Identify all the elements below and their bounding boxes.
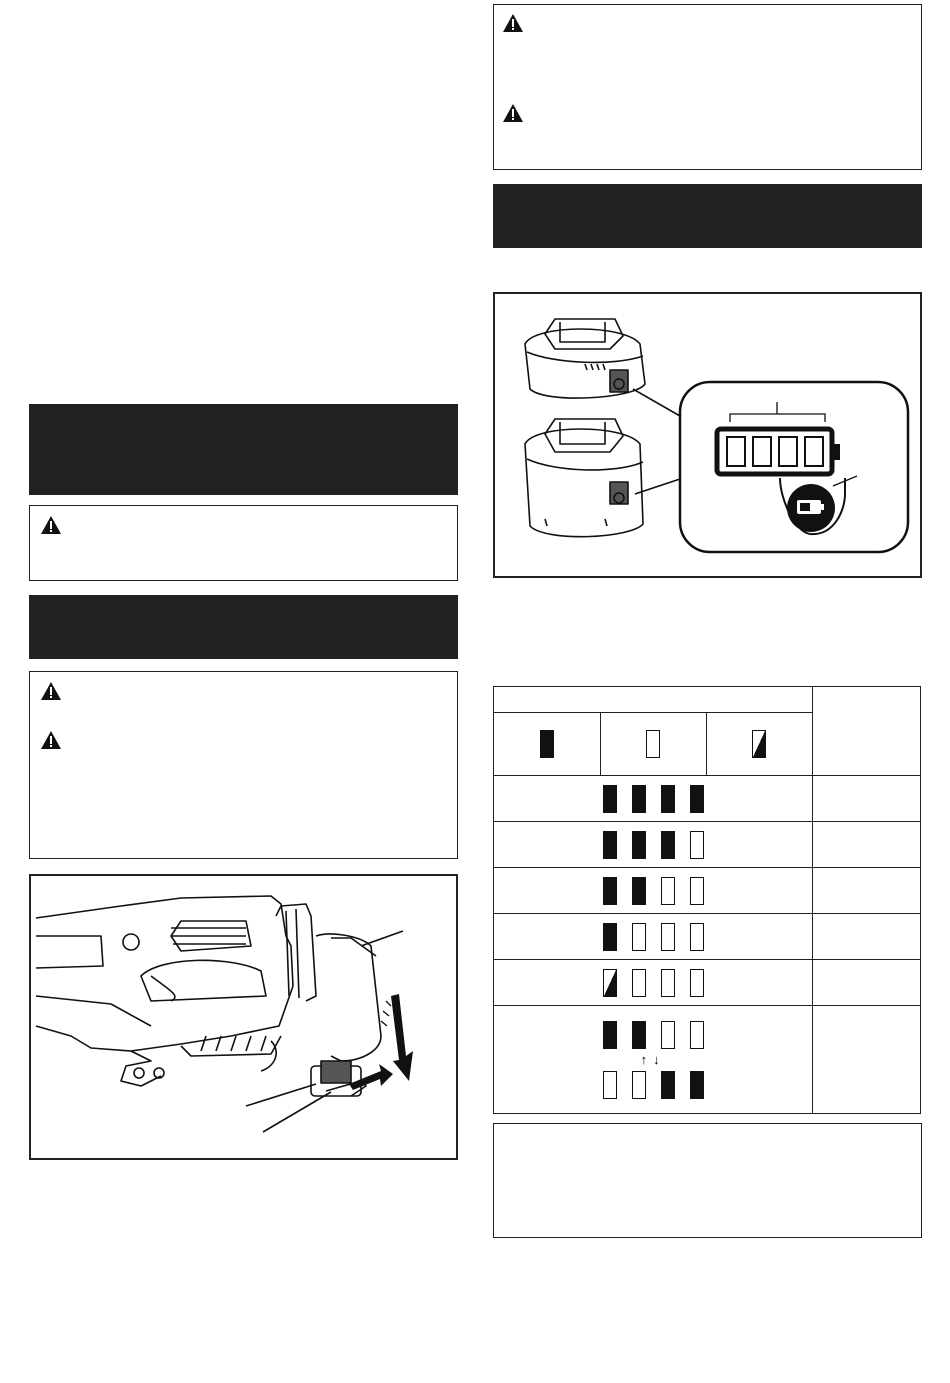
section-header-bar [29,404,458,495]
lamp-icon [632,877,646,905]
lamp-icon [632,1071,646,1099]
lamp-icon [661,1021,675,1049]
note-box [493,1123,922,1238]
lamp-icon [603,969,617,997]
lamp-icon [690,831,704,859]
warning-triangle-icon [502,13,524,33]
table-cell [813,1006,921,1114]
lamp-icon [661,1071,675,1099]
table-cell [813,914,921,960]
table-row [494,776,921,822]
warning-triangle-icon [40,730,62,750]
lamp-icon [661,923,675,951]
legend-lighted [494,713,601,776]
table-cell [813,960,921,1006]
lamp-icon [603,877,617,905]
battery-indicator-illustration [493,292,922,578]
battery-cartridges-drawing [495,294,920,576]
lamp-lighted-icon [540,730,554,758]
lamp-icon [603,831,617,859]
table-cell [813,776,921,822]
lamp-icon [632,923,646,951]
lamp-icon [690,785,704,813]
table-header-remaining-capacity [813,687,921,776]
reciprocating-saw-drawing [31,876,456,1158]
lamp-icon [632,785,646,813]
table-cell [494,822,813,868]
table-cell [494,914,813,960]
battery-indicator-table [493,686,921,1114]
caution-box [29,505,458,581]
lamp-icon [603,923,617,951]
lamp-icon [690,969,704,997]
lamp-icon [603,785,617,813]
lamp-icon [632,831,646,859]
lamp-icon [690,1071,704,1099]
table-cell [494,1006,813,1114]
warning-box [493,4,922,170]
legend-blinking [706,713,813,776]
lamp-icon [661,831,675,859]
table-row [494,960,921,1006]
lamp-icon [690,1021,704,1049]
tool-battery-illustration [29,874,458,1160]
table-cell [813,822,921,868]
warning-triangle-icon [502,103,524,123]
lamp-icon [690,877,704,905]
section-header-bar [29,595,458,659]
lamp-icon [661,877,675,905]
table-cell [813,868,921,914]
lamp-blinking-icon [752,730,766,758]
lamp-icon [603,1021,617,1049]
table-row [494,868,921,914]
lamp-icon [661,969,675,997]
lamp-icon [603,1071,617,1099]
lamp-icon [632,969,646,997]
section-header-bar [493,184,922,248]
caution-box [29,671,458,859]
table-row [494,914,921,960]
arrow-up-icon: ↑ [640,1051,654,1067]
table-row [494,822,921,868]
table-cell [494,776,813,822]
table-cell [494,960,813,1006]
table-header-indicator-lamps [494,687,813,713]
arrow-down-icon: ↓ [653,1051,666,1067]
table-row [494,1006,921,1114]
alternating-arrows [641,1053,666,1067]
warning-triangle-icon [40,681,62,701]
legend-off [600,713,706,776]
lamp-icon [661,785,675,813]
lamp-off-icon [646,730,660,758]
table-cell [494,868,813,914]
lamp-icon [690,923,704,951]
warning-triangle-icon [40,515,62,535]
lamp-icon [632,1021,646,1049]
